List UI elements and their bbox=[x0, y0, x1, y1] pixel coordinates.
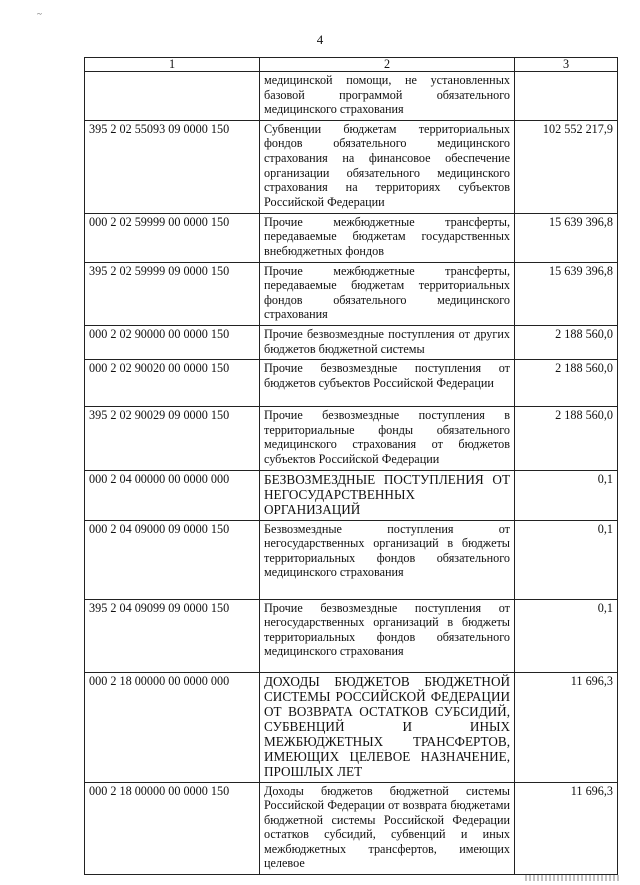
row-amount: 11 696,3 bbox=[515, 672, 618, 782]
row-name: Прочие межбюджетные трансферты, передаваемые бюджетам государственных внебюджетных фондов bbox=[260, 213, 515, 262]
row-name: БЕЗВОЗМЕЗДНЫЕ ПОСТУПЛЕНИЯ ОТ НЕГОСУДАРСТВЕННЫХ ОРГАНИЗАЦИЙ bbox=[260, 470, 515, 520]
row-code: 395 2 02 90029 09 0000 150 bbox=[85, 407, 260, 470]
column-header-code: 1 bbox=[85, 58, 260, 72]
row-amount: 2 188 560,0 bbox=[515, 407, 618, 470]
row-name: Прочие безвозмездные поступления от других бюджетов бюджетной системы bbox=[260, 325, 515, 359]
row-code: 000 2 04 09000 09 0000 150 bbox=[85, 520, 260, 599]
row-code: 000 2 02 90000 00 0000 150 bbox=[85, 325, 260, 359]
scan-stamp bbox=[525, 875, 620, 881]
row-name: Доходы бюджетов бюджетной системы Российской Федерации от возврата бюджетами бюджетной системы Российской Федерации остатков субсидий, субвенций и иных межбюджетных трансфертов, имеющих целевое bbox=[260, 782, 515, 875]
row-code: 395 2 04 09099 09 0000 150 bbox=[85, 599, 260, 672]
table-row bbox=[85, 470, 618, 520]
row-name: Безвозмездные поступления от негосударственных организаций в бюджеты территориальных фондов обязательного медицинского страхования bbox=[260, 520, 515, 599]
row-code: 000 2 18 00000 00 0000 000 bbox=[85, 672, 260, 782]
table-row bbox=[85, 520, 618, 599]
row-code: 000 2 18 00000 00 0000 150 bbox=[85, 782, 260, 875]
table-row bbox=[85, 407, 618, 470]
row-name: Прочие безвозмездные поступления от негосударственных организаций в бюджеты территориальных фондов обязательного медицинского страхования bbox=[260, 599, 515, 672]
row-name: медицинской помощи, не установленных базовой программой обязательного медицинского страхования bbox=[260, 72, 515, 121]
row-amount: 2 188 560,0 bbox=[515, 360, 618, 407]
row-amount: 0,1 bbox=[515, 520, 618, 599]
row-name: Прочие межбюджетные трансферты, передаваемые бюджетам территориальных фондов обязательного медицинского страхования bbox=[260, 262, 515, 325]
row-name: Прочие безвозмездные поступления от бюджетов субъектов Российской Федерации bbox=[260, 360, 515, 407]
row-name: Прочие безвозмездные поступления в территориальные фонды обязательного медицинского страхования от бюджетов субъектов Российской Федерации bbox=[260, 407, 515, 470]
row-code: 000 2 02 90020 00 0000 150 bbox=[85, 360, 260, 407]
table-row bbox=[85, 213, 618, 262]
row-code bbox=[85, 72, 260, 121]
page-number: 4 bbox=[316, 32, 324, 47]
column-header-name: 2 bbox=[260, 58, 515, 72]
row-code: 000 2 04 00000 00 0000 000 bbox=[85, 470, 260, 520]
table-row bbox=[85, 325, 618, 359]
row-amount: 11 696,3 bbox=[515, 782, 618, 875]
table-row bbox=[85, 782, 618, 875]
table-row bbox=[85, 672, 618, 782]
row-amount: 0,1 bbox=[515, 470, 618, 520]
row-amount: 2 188 560,0 bbox=[515, 325, 618, 359]
row-code: 395 2 02 59999 09 0000 150 bbox=[85, 262, 260, 325]
row-name: Субвенции бюджетам территориальных фондов обязательного медицинского страхования на финансовое обеспечение организации обязательного медицинского страхования на территориях субъектов Российской Федерации bbox=[260, 120, 515, 213]
table-row bbox=[85, 262, 618, 325]
row-amount: 15 639 396,8 bbox=[515, 213, 618, 262]
row-amount: 15 639 396,8 bbox=[515, 262, 618, 325]
table-header-row bbox=[85, 58, 618, 72]
column-header-amount: 3 bbox=[515, 58, 618, 72]
row-amount bbox=[515, 72, 618, 121]
row-amount: 0,1 bbox=[515, 599, 618, 672]
table-row bbox=[85, 360, 618, 407]
table-row bbox=[85, 599, 618, 672]
row-amount: 102 552 217,9 bbox=[515, 120, 618, 213]
table-row bbox=[85, 72, 618, 121]
table-row bbox=[85, 120, 618, 213]
row-name: ДОХОДЫ БЮДЖЕТОВ БЮДЖЕТНОЙ СИСТЕМЫ РОССИЙСКОЙ ФЕДЕРАЦИИ ОТ ВОЗВРАТА ОСТАТКОВ СУБСИДИЙ, СУБВЕНЦИЙ И ИНЫХ МЕЖБЮДЖЕТНЫХ ТРАНСФЕРТОВ, ИМЕЮЩИХ ЦЕЛЕВОЕ НАЗНАЧЕНИЕ, ПРОШЛЫХ ЛЕТ bbox=[260, 672, 515, 782]
budget-revenue-table bbox=[84, 57, 618, 875]
corner-mark: ~ bbox=[37, 9, 42, 19]
row-code: 395 2 02 55093 09 0000 150 bbox=[85, 120, 260, 213]
row-code: 000 2 02 59999 00 0000 150 bbox=[85, 213, 260, 262]
